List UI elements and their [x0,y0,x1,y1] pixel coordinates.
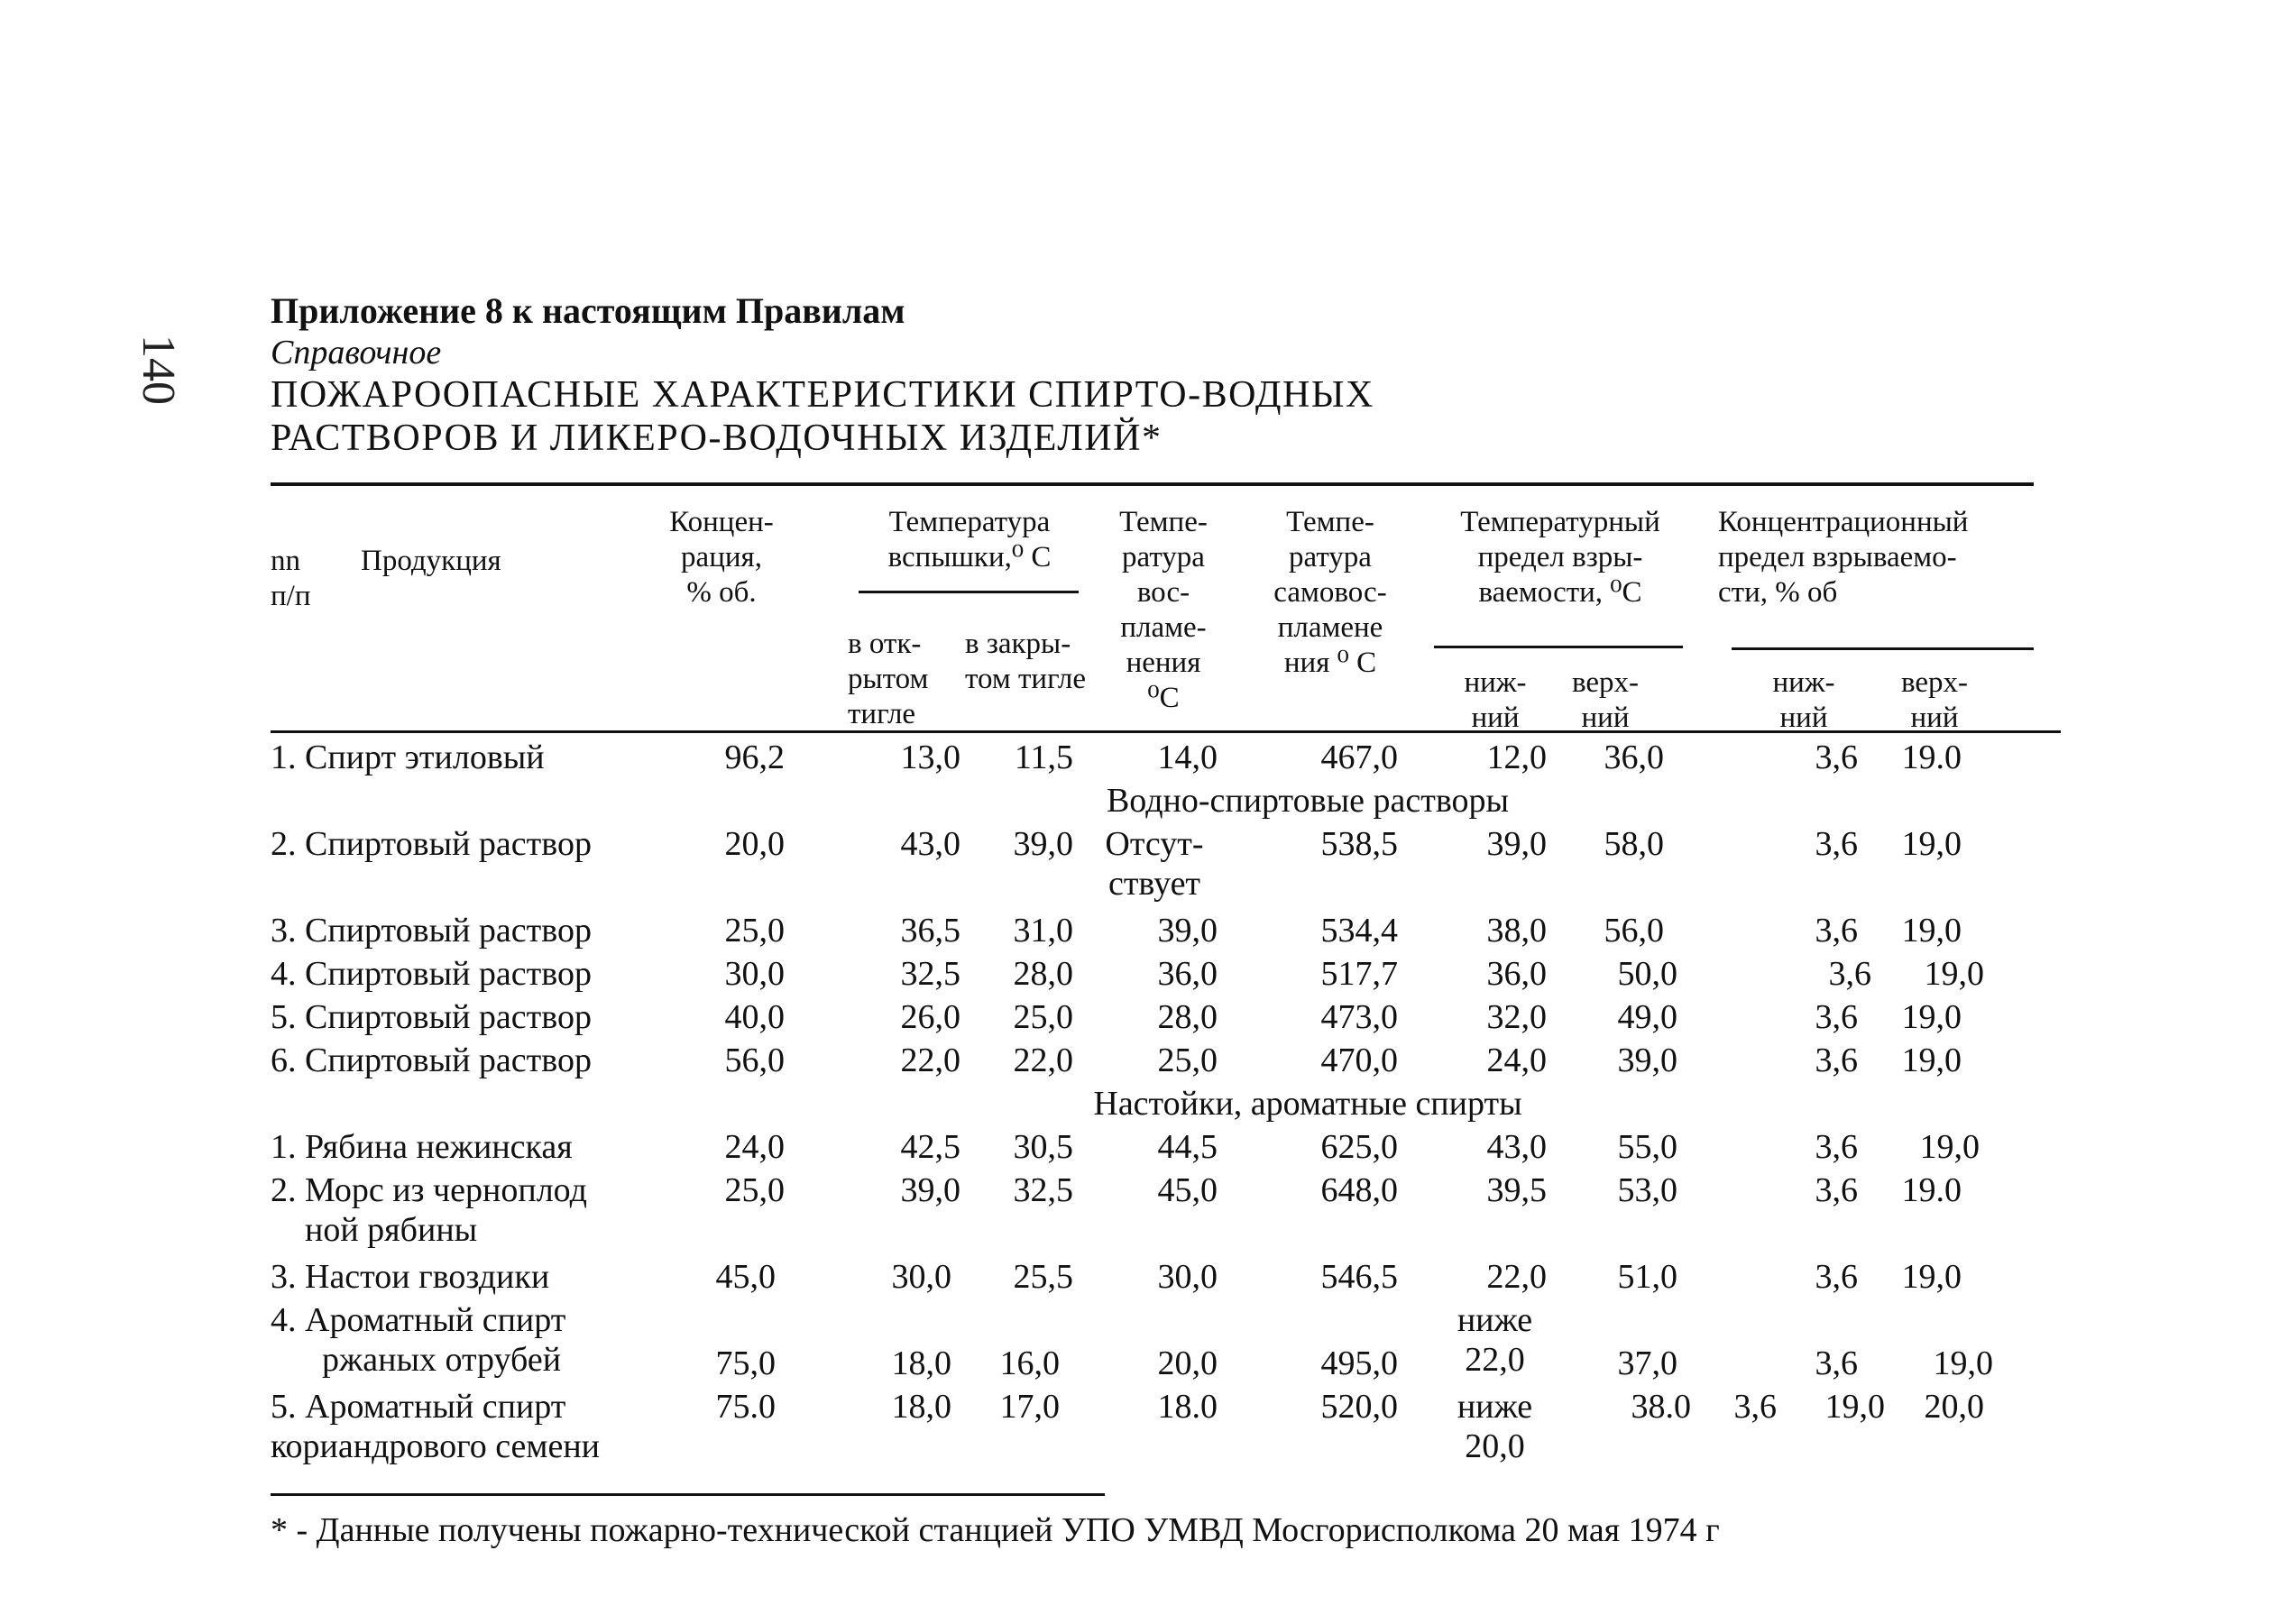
cell-ignition: 18.0 [1157,1388,1218,1426]
cell-conc-upper: 19,0 [1901,912,1962,950]
cell-conc-upper: 19.0 [1901,1171,1962,1209]
cell-temp-upper: 50,0 [1617,955,1677,993]
cell-autoignition: 495,0 [1320,1344,1398,1382]
cell-flash-closed: 16,0 [999,1344,1060,1382]
cell-temp-lower: ниже 22,0 [1457,1301,1533,1379]
cell-concentration: 25,0 [724,912,785,950]
header-product: Продукция [361,545,501,577]
cell-temp-upper: 51,0 [1617,1258,1677,1296]
cell-conc-lower: 3,6 [1828,955,1871,993]
temp-limit-rule [1434,646,1683,648]
cell-autoignition: 473,0 [1320,998,1398,1036]
cell-product: 4. Спиртовый раствор [271,955,592,993]
cell-ignition: 44,5 [1157,1128,1218,1166]
cell-temp-lower: 43,0 [1486,1128,1547,1166]
cell-temp-lower: 24,0 [1486,1041,1547,1079]
cell-ignition: 36,0 [1157,955,1218,993]
cell-concentration: 45,0 [715,1258,776,1296]
cell-flash-open: 43,0 [900,825,960,863]
cell-ignition: 25,0 [1157,1041,1218,1079]
cell-product: 5. Ароматный спирт кориандрового семени [271,1388,601,1465]
header-num: nn п/п [271,545,311,612]
header-flash-temp: Температура вспышки,⁰ С [887,506,1052,573]
cell-product: 3. Настои гвоздики [271,1258,550,1296]
header-conc-limit: Концентрационный предел взрываемо- сти, % об [1718,506,1969,609]
cell-flash-open: 42,5 [900,1128,960,1166]
cell-conc-lower: 3,6 [1815,1041,1858,1079]
cell-temp-upper: 58,0 [1604,825,1664,863]
header-temp-lower: ниж- ний [1464,666,1527,734]
cell-autoignition: 467,0 [1320,739,1398,776]
cell-ignition: 14,0 [1157,739,1218,776]
cell-conc-lower: 3,6 [1815,998,1858,1036]
cell-concentration: 96,2 [724,739,785,776]
cell-temp-upper: 49,0 [1617,998,1677,1036]
cell-temp-lower: 39,5 [1486,1171,1547,1209]
cell-ignition: 45,0 [1157,1171,1218,1209]
cell-temp-lower: ниже 20,0 [1457,1388,1533,1465]
cell-conc-lower: 3,6 [1733,1388,1777,1426]
cell-conc-upper: 19,0 [1824,1388,1885,1426]
cell-conc-upper: 19,0 [1924,955,1984,993]
section-title-aqueous: Водно-спиртовые растворы [1106,782,1510,820]
cell-concentration: 75,0 [715,1344,776,1382]
cell-temp-lower: 12,0 [1486,739,1547,776]
title-line-2: РАСТВОРОВ И ЛИКЕРО-ВОДОЧНЫХ ИЗДЕЛИЙ* [271,417,1163,459]
cell-ignition: 20,0 [1157,1344,1218,1382]
cell-product: 1. Спирт этиловый [271,739,545,776]
cell-conc-lower: 3,6 [1815,912,1858,950]
cell-conc-upper: 19,0 [1933,1344,1993,1382]
cell-flash-open: 13,0 [900,739,960,776]
cell-concentration: 75.0 [715,1388,776,1426]
header-conc-lower: ниж- ний [1772,666,1835,734]
cell-temp-lower: 38,0 [1486,912,1547,950]
cell-temp-upper: 36,0 [1604,739,1664,776]
cell-conc-upper: 19,0 [1901,998,1962,1036]
cell-temp-upper: 37,0 [1617,1344,1677,1382]
cell-flash-closed: 17,0 [999,1388,1060,1426]
header-concentration: Концен- рация, % об. [669,506,774,609]
cell-concentration: 20,0 [724,825,785,863]
reference-label: Справочное [271,334,442,372]
appendix-title: Приложение 8 к настоящим Правилам [271,290,905,331]
cell-ignition: Отсут- ствует [1105,825,1204,903]
cell-flash-closed: 11,5 [1014,739,1073,776]
cell-flash-closed: 28,0 [1013,955,1073,993]
conc-limit-rule [1732,647,2034,650]
header-temp-upper: верх- ний [1571,666,1640,734]
page-number: 140 [133,335,184,405]
cell-ignition: 28,0 [1157,998,1218,1036]
flash-temp-rule [859,591,1079,593]
cell-flash-open: 36,5 [900,912,960,950]
header-conc-upper: верх- ний [1900,666,1969,734]
cell-product: 3. Спиртовый раствор [271,912,592,950]
cell-flash-closed: 25,5 [1013,1258,1073,1296]
cell-product: 2. Спиртовый раствор [271,825,592,863]
cell-flash-open: 18,0 [891,1388,951,1426]
cell-temp-upper: 56,0 [1604,912,1664,950]
cell-autoignition: 648,0 [1320,1171,1398,1209]
cell-conc-lower: 3,6 [1815,825,1858,863]
header-ignition-temp: Темпе- ратура вос- пламе- нения ⁰С [1119,506,1208,714]
cell-flash-open: 26,0 [900,998,960,1036]
header-temp-limit: Температурный предел взры- ваемости, ⁰С [1460,506,1660,609]
cell-autoignition: 534,4 [1320,912,1398,950]
cell-conc-lower: 3,6 [1815,1258,1858,1296]
cell-conc-lower: 3,6 [1815,739,1858,776]
cell-temp-upper: 55,0 [1617,1128,1677,1166]
footnote-rule [271,1493,1105,1496]
section-title-infusions: Настойки, ароматные спирты [1093,1085,1522,1123]
cell-temp-lower: 32,0 [1486,998,1547,1036]
cell-autoignition: 625,0 [1320,1128,1398,1166]
cell-flash-open: 30,0 [891,1258,951,1296]
cell-flash-open: 22,0 [900,1041,960,1079]
cell-concentration: 25,0 [724,1171,785,1209]
header-flash-open: в отк- рытом тигле [848,628,929,730]
cell-flash-open: 32,5 [900,955,960,993]
cell-product: 5. Спиртовый раствор [271,998,592,1036]
cell-flash-open: 39,0 [900,1171,960,1209]
cell-concentration: 24,0 [724,1128,785,1166]
document-heading [271,290,1984,460]
cell-concentration: 56,0 [724,1041,785,1079]
cell-temp-lower: 22,0 [1486,1258,1547,1296]
cell-conc-extra: 20,0 [1924,1388,1984,1426]
cell-product: 1. Рябина нежинская [271,1128,573,1166]
cell-flash-closed: 22,0 [1013,1041,1073,1079]
cell-conc-upper: 19.0 [1901,739,1962,776]
cell-concentration: 40,0 [724,998,785,1036]
cell-temp-lower: 39,0 [1486,825,1547,863]
cell-temp-upper: 38.0 [1631,1388,1691,1426]
cell-autoignition: 538,5 [1320,825,1398,863]
cell-flash-closed: 25,0 [1013,998,1073,1036]
cell-flash-closed: 32,5 [1013,1171,1073,1209]
cell-autoignition: 470,0 [1320,1041,1398,1079]
cell-conc-upper: 19,0 [1919,1128,1980,1166]
cell-flash-closed: 31,0 [1013,912,1073,950]
cell-ignition: 30,0 [1157,1258,1218,1296]
cell-ignition: 39,0 [1157,912,1218,950]
cell-conc-upper: 19,0 [1901,1258,1962,1296]
header-autoignition-temp: Темпе- ратура самовос- пламене ния ⁰ С [1273,506,1387,679]
cell-autoignition: 517,7 [1320,955,1398,993]
header-flash-closed: в закры- том тигле [965,628,1087,695]
cell-temp-upper: 53,0 [1617,1171,1677,1209]
cell-product: 4. Ароматный спирт ржаных отрубей [271,1301,566,1379]
footnote: * - Данные получены пожарно-технической станцией УПО УМВД Мосгорисполкома 20 мая 1974 г [271,1511,1720,1549]
cell-conc-lower: 3,6 [1815,1171,1858,1209]
cell-conc-lower: 3,6 [1815,1344,1858,1382]
cell-flash-closed: 39,0 [1013,825,1073,863]
cell-temp-lower: 36,0 [1486,955,1547,993]
cell-temp-upper: 39,0 [1617,1041,1677,1079]
title-line-1: ПОЖАРООПАСНЫЕ ХАРАКТЕРИСТИКИ СПИРТО-ВОДНЫХ [271,374,1374,416]
cell-flash-closed: 30,5 [1013,1128,1073,1166]
cell-concentration: 30,0 [724,955,785,993]
cell-conc-upper: 19,0 [1901,825,1962,863]
cell-autoignition: 520,0 [1320,1388,1398,1426]
table-top-rule [271,482,2034,486]
cell-conc-upper: 19,0 [1901,1041,1962,1079]
cell-autoignition: 546,5 [1320,1258,1398,1296]
cell-conc-lower: 3,6 [1815,1128,1858,1166]
cell-product: 2. Морс из черноплод ной рябины [271,1171,587,1249]
cell-flash-open: 18,0 [891,1344,951,1382]
cell-product: 6. Спиртовый раствор [271,1041,592,1079]
